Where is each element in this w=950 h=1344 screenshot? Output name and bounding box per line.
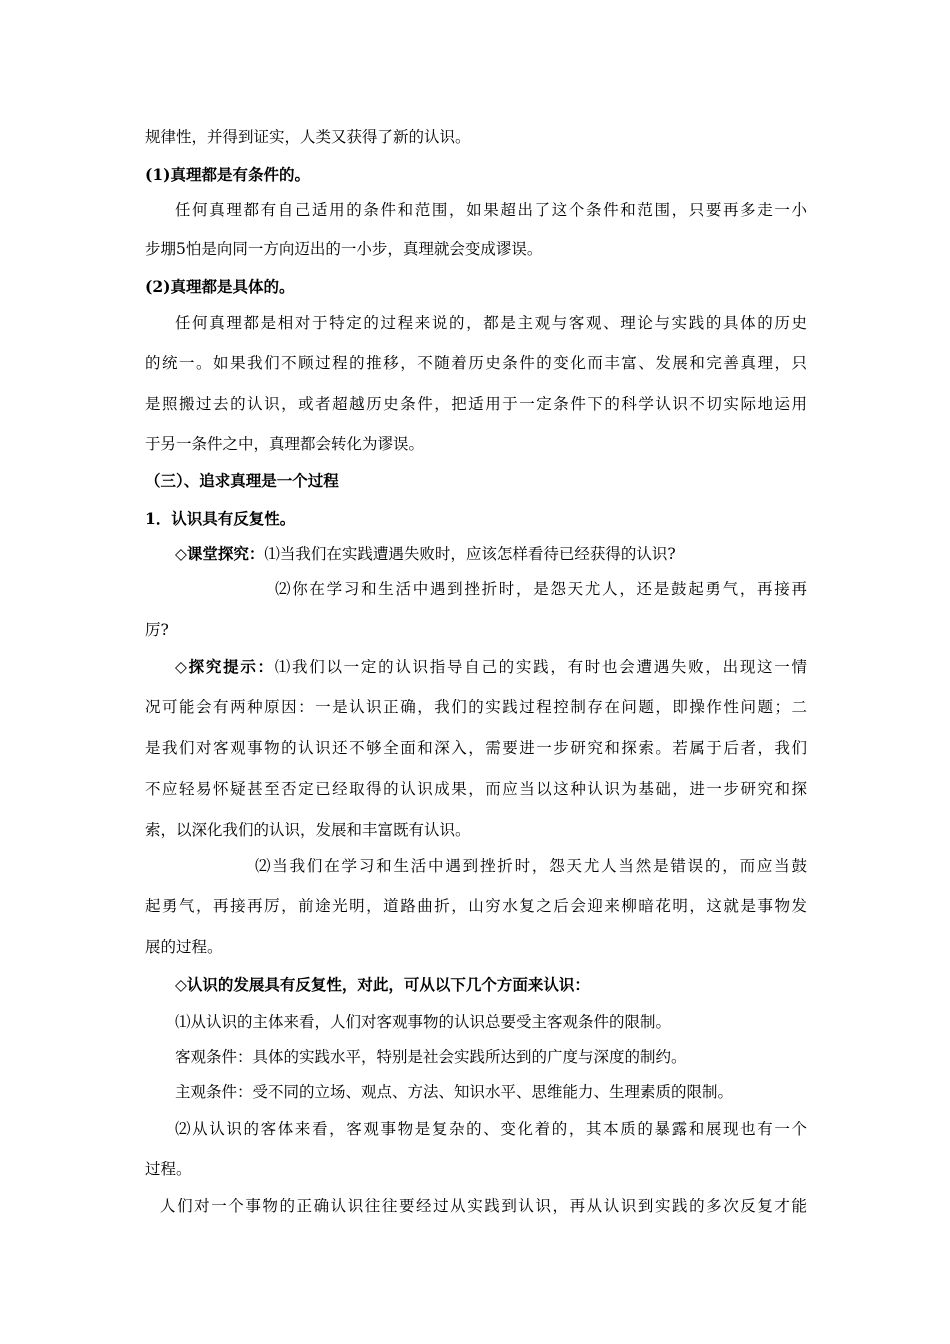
label-classroom-inquiry: ◇课堂探究： <box>175 544 265 563</box>
section-heading: ◇认识的发展具有反复性，对此，可从以下几个方面来认识： <box>175 975 590 994</box>
text-span: ⑴当我们在实践遭遇失败时，应该怎样看待已经获得的认识? <box>264 545 676 563</box>
text-line: ⑵你在学习和生活中遇到挫折时，是怨天尤人，还是鼓起勇气，再接再 <box>275 580 807 598</box>
section-heading: (2)真理都是具体的。 <box>145 277 295 296</box>
text-line: 不应轻易怀疑甚至否定已经取得的认识成果，而应当以这种认识为基础，进一步研究和探 <box>145 780 807 798</box>
text-line: 客观条件：具体的实践水平，特别是社会实践所达到的广度与深度的制约。 <box>175 1048 687 1066</box>
text-line: 起勇气，再接再厉，前途光明，道路曲折，山穷水复之后会迎来柳暗花明，这就是事物发 <box>145 897 807 915</box>
text-line: 是我们对客观事物的认识还不够全面和深入，需要进一步研究和探索。若属于后者，我们 <box>145 739 807 757</box>
text-line: 厉? <box>145 621 169 639</box>
text-line: 展的过程。 <box>145 938 223 956</box>
text-line: 主观条件：受不同的立场、观点、方法、知识水平、思维能力、生理素质的限制。 <box>175 1083 734 1101</box>
text-line <box>175 544 676 564</box>
label-inquiry-hint: ◇探究提示： <box>175 657 275 676</box>
text-line: 人们对一个事物的正确认识往往要经过从实践到认识，再从认识到实践的多次反复才能 <box>160 1197 807 1215</box>
text-line: ⑴从认识的主体来看，人们对客观事物的认识总要受主客观条件的限制。 <box>175 1013 672 1031</box>
section-heading: 1．认识具有反复性。 <box>145 509 296 528</box>
text-line: 的统一。如果我们不顾过程的推移，不随着历史条件的变化而丰富、发展和完善真理，只 <box>145 354 807 372</box>
text-line: ⑵当我们在学习和生活中遇到挫折时，怨天尤人当然是错误的，而应当鼓 <box>255 857 807 875</box>
text-line: 步堋5怕是向同一方向迈出的一小步，真理就会变成谬误。 <box>145 240 543 258</box>
text-span: ⑴我们以一定的认识指导自己的实践，有时也会遭遇失败，出现这一情 <box>274 658 807 676</box>
text-line: 任何真理都有自己适用的条件和范围，如果超出了这个条件和范围，只要再多走一小 <box>175 201 807 219</box>
text-line: 是照搬过去的认识，或者超越历史条件，把适用于一定条件下的科学认识不切实际地运用 <box>145 395 807 413</box>
text-line: 规律性，并得到证实，人类又获得了新的认识。 <box>145 128 471 146</box>
text-line: 过程。 <box>145 1160 192 1178</box>
text-line: ⑵从认识的客体来看，客观事物是复杂的、变化着的，其本质的暴露和展现也有一个 <box>175 1120 807 1138</box>
text-line <box>175 657 807 677</box>
section-heading: （三）、追求真理是一个过程 <box>145 471 339 490</box>
text-line: 任何真理都是相对于特定的过程来说的，都是主观与客观、理论与实践的具体的历史 <box>175 314 807 332</box>
text-line: 于另一条件之中，真理都会转化为谬误。 <box>145 435 425 453</box>
section-heading: (1)真理都是有条件的。 <box>145 165 310 184</box>
text-line: 况可能会有两种原因：一是认识正确，我们的实践过程控制存在问题，即操作性问题；二 <box>145 698 807 716</box>
text-line: 索，以深化我们的认识，发展和丰富既有认识。 <box>145 821 471 839</box>
